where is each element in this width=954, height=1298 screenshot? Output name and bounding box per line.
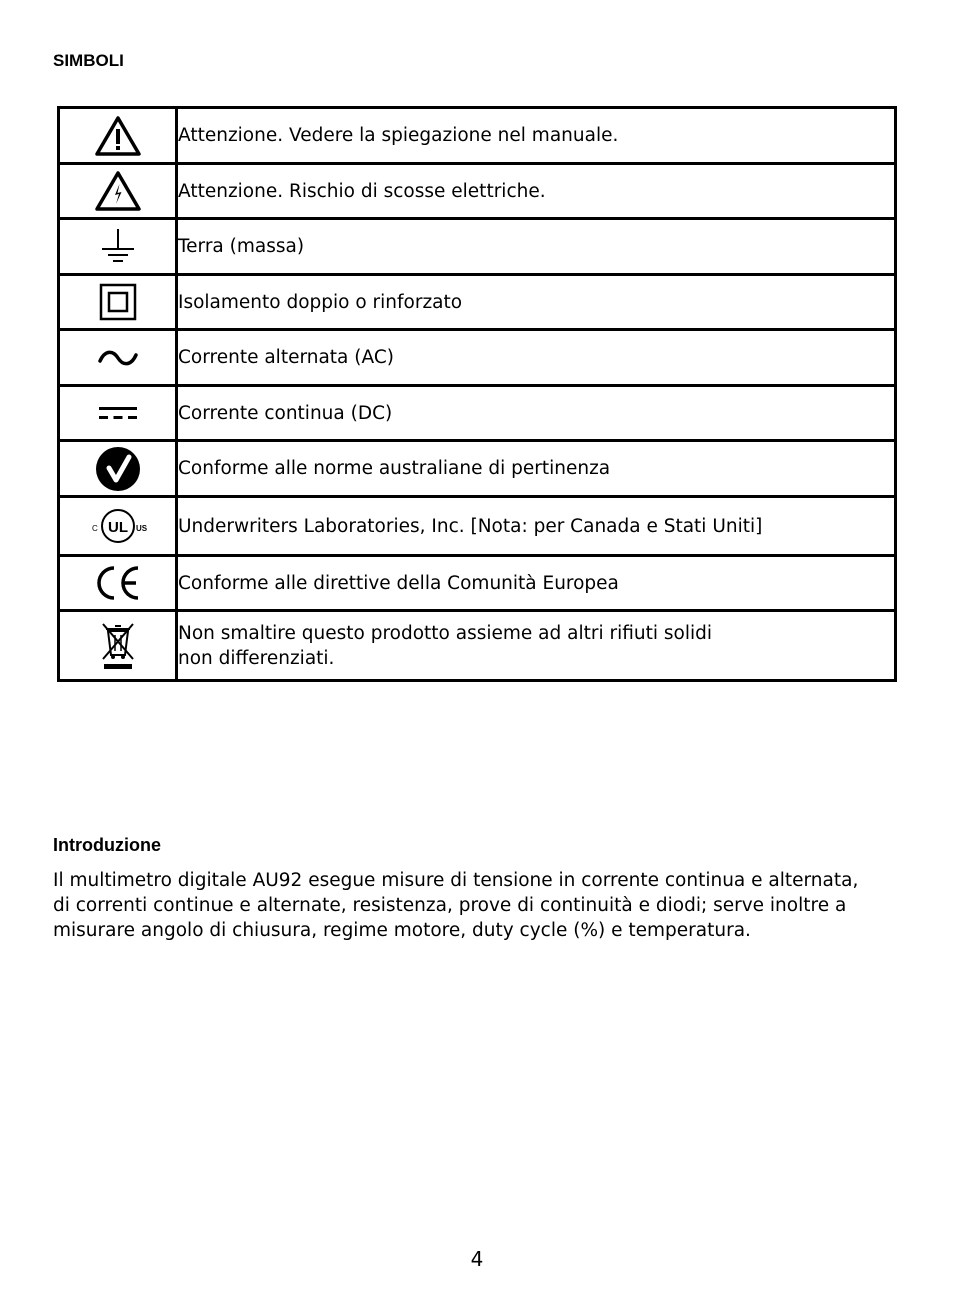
c-tick-icon	[95, 446, 141, 492]
ul-c-text: C	[91, 524, 98, 533]
ce-mark-icon	[92, 564, 144, 602]
symbol-cell	[59, 556, 177, 611]
symbol-description: Attenzione. Rischio di scosse elettriche.	[177, 164, 896, 219]
table-row	[59, 611, 896, 681]
table-row	[59, 219, 896, 275]
ul-us-text: US	[135, 524, 147, 533]
symbol-description: Underwriters Laboratories, Inc. [Nota: per Canada e Stati Uniti]	[177, 497, 896, 556]
symbol-cell	[59, 441, 177, 497]
symbol-description	[177, 611, 896, 681]
table-row	[59, 164, 896, 219]
double-insulation-icon	[99, 283, 137, 321]
intro-line: di correnti continue e alternate, resistenza, prove di continuità e diodi; serve inoltre a	[53, 895, 847, 916]
symbols-table	[57, 106, 897, 682]
alternating-current-icon	[97, 348, 139, 368]
symbol-description: Attenzione. Vedere la spiegazione nel manuale.	[177, 108, 896, 164]
symbol-description-line: Non smaltire questo prodotto assieme ad altri rifiuti solidi	[178, 622, 712, 644]
symbol-cell	[59, 386, 177, 441]
table-row	[59, 275, 896, 330]
intro-line: Il multimetro digitale AU92 esegue misure di tensione in corrente continua e alternata,	[53, 870, 859, 891]
symbol-cell	[59, 611, 177, 681]
symbol-description-line: non differenziati.	[178, 647, 335, 669]
symbol-cell	[59, 164, 177, 219]
ground-earth-icon	[98, 227, 138, 267]
symbol-cell	[59, 219, 177, 275]
page-number: 4	[470, 1247, 484, 1271]
symbol-description: Conforme alle norme australiane di pertinenza	[177, 441, 896, 497]
table-row	[59, 386, 896, 441]
electric-shock-warning-icon	[94, 170, 142, 212]
ul-mark-text: UL	[107, 519, 128, 536]
intro-paragraph	[53, 868, 898, 943]
intro-title: Introduzione	[53, 835, 161, 855]
table-row	[59, 497, 896, 556]
table-row	[59, 108, 896, 164]
symbol-cell	[59, 108, 177, 164]
intro-line: misurare angolo di chiusura, regime motore, duty cycle (%) e temperatura.	[53, 920, 751, 941]
direct-current-icon	[98, 404, 138, 422]
symbol-cell	[59, 497, 177, 556]
warning-triangle-exclamation-icon	[94, 115, 142, 157]
symbol-cell	[59, 275, 177, 330]
symbol-description: Conforme alle direttive della Comunità Europea	[177, 556, 896, 611]
symbol-description: Isolamento doppio o rinforzato	[177, 275, 896, 330]
table-row	[59, 556, 896, 611]
symbol-description: Corrente alternata (AC)	[177, 330, 896, 386]
table-row	[59, 441, 896, 497]
section-heading: SIMBOLI	[53, 51, 124, 70]
symbol-description: Corrente continua (DC)	[177, 386, 896, 441]
symbol-description: Terra (massa)	[177, 219, 896, 275]
weee-crossed-bin-icon	[98, 621, 138, 671]
ul-listed-icon	[88, 507, 148, 545]
symbol-cell	[59, 330, 177, 386]
table-row	[59, 330, 896, 386]
